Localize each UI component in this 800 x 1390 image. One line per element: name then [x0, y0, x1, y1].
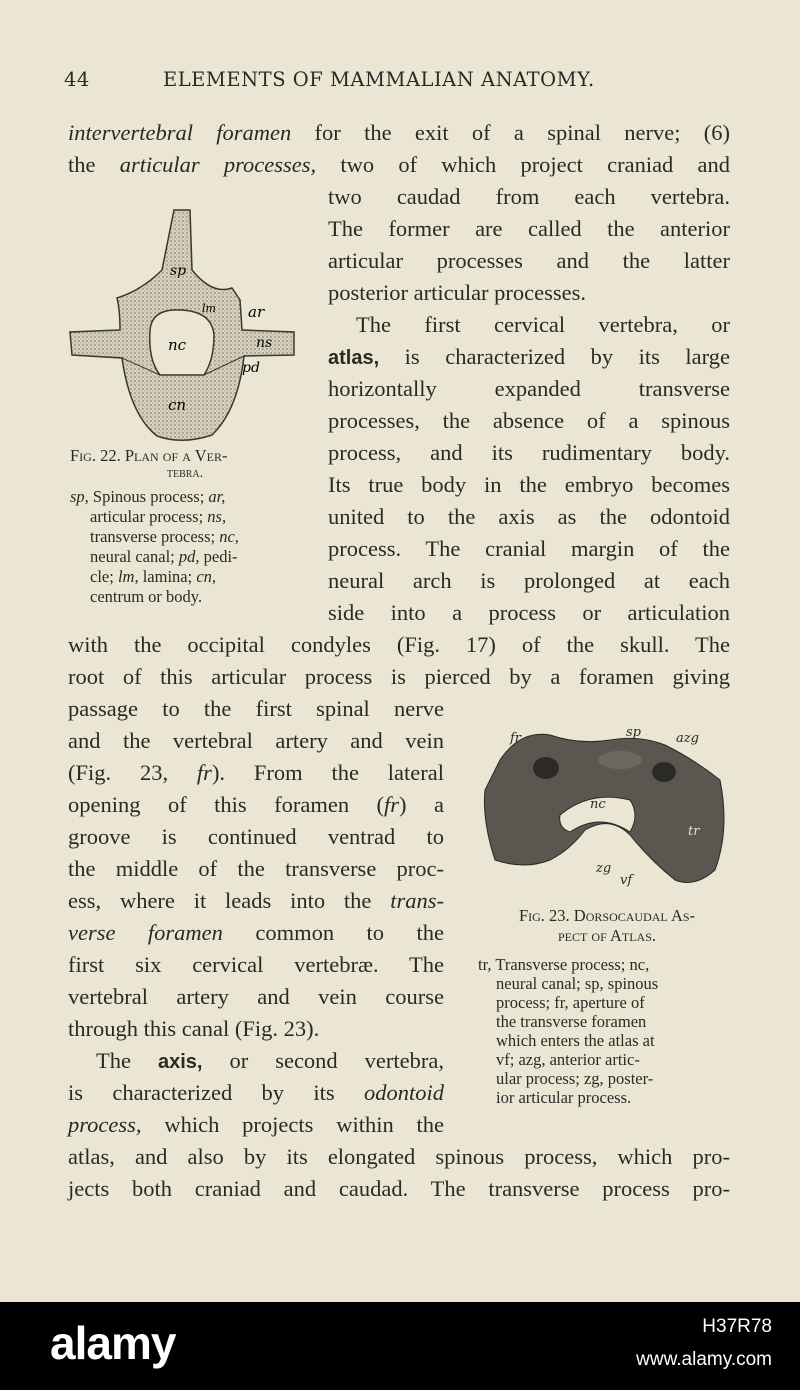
- label-ns: ns: [256, 335, 273, 351]
- figure-22-legend-line: transverse process; nc,: [90, 527, 239, 546]
- text-line: articular processes and the latter: [328, 248, 730, 273]
- label-sp: sp: [170, 263, 187, 279]
- text-line: opening of this foramen (fr) a: [68, 792, 444, 817]
- label-sp: sp: [626, 725, 641, 740]
- text-line: verse foramen common to the: [68, 920, 444, 945]
- figure-23-legend-line: ior articular process.: [496, 1088, 632, 1107]
- text-line: root of this articular process is pierced by a foramen giving: [68, 664, 730, 689]
- text-line: The first cervical vertebra, or: [356, 312, 730, 337]
- figure-23-legend-line: neural canal; sp, spinous: [496, 974, 659, 993]
- text-line: atlas, and also by its elongated spinous process, which pro-: [68, 1144, 730, 1169]
- figure-22-legend-line: articular process; ns,: [90, 507, 227, 526]
- label-nc: nc: [590, 797, 606, 812]
- text-line: The axis, or second vertebra,: [96, 1048, 445, 1073]
- text-line: is characterized by its odontoid: [68, 1080, 444, 1105]
- text-line: groove is continued ventrad to: [68, 824, 444, 849]
- text-line: jects both craniad and caudad. The transverse process pro-: [68, 1176, 730, 1201]
- label-ar: ar: [248, 303, 265, 321]
- text-line: ess, where it leads into the trans-: [68, 888, 444, 913]
- figure-22-caption-cont: tebra.: [166, 466, 204, 481]
- text-line: passage to the first spinal nerve: [68, 696, 444, 721]
- figure-22-caption: Fig. 22. Plan of a Ver-: [70, 446, 228, 465]
- text-line: process. The cranial margin of the: [328, 536, 730, 561]
- figure-23-legend-line: which enters the atlas at: [496, 1031, 655, 1050]
- text-line: neural arch is prolonged at each: [328, 568, 730, 593]
- stock-footer-bar: [0, 1302, 800, 1390]
- figure-22-legend-line: sp, Spinous process; ar,: [70, 487, 226, 506]
- text-line: two caudad from each vertebra.: [328, 184, 730, 209]
- figure-22-legend-line: cle; lm, lamina; cn,: [90, 567, 217, 586]
- text-line: the articular processes, two of which project craniad and: [68, 152, 730, 177]
- text-line: with the occipital condyles (Fig. 17) of the skull. The: [68, 632, 730, 657]
- text-line: and the vertebral artery and vein: [68, 728, 444, 753]
- text-line: posterior articular processes.: [328, 280, 587, 305]
- text-line: side into a process or articulation: [328, 600, 730, 625]
- figure-23-legend-line: process; fr, aperture of: [496, 993, 645, 1012]
- figure-23-caption-cont: pect of Atlas.: [557, 926, 657, 945]
- figure-23-legend-line: the transverse foramen: [496, 1012, 647, 1031]
- text-line: intervertebral foramen for the exit of a spinal nerve; (6): [68, 120, 731, 145]
- figure-23-legend-line: vf; azg, anterior artic-: [496, 1050, 640, 1069]
- label-tr: tr: [688, 824, 700, 839]
- image-id: H37R78: [702, 1316, 772, 1337]
- figure-22-vertebra-diagram: [62, 200, 302, 450]
- text-line: first six cervical vertebræ. The: [68, 952, 444, 977]
- text-line: vertebral artery and vein course: [68, 984, 444, 1009]
- figure-23-legend-line: ular process; zg, poster-: [496, 1069, 654, 1088]
- text-line: processes, the absence of a spinous: [328, 408, 730, 433]
- site-url: www.alamy.com: [636, 1349, 772, 1370]
- alamy-logo: alamy: [50, 1317, 176, 1369]
- label-fr: fr: [510, 731, 522, 746]
- page-number: 44: [64, 68, 90, 91]
- text-line: horizontally expanded transverse: [328, 376, 730, 401]
- text-line: atlas, is characterized by its large: [328, 344, 730, 369]
- label-lm: lm: [202, 302, 216, 315]
- label-pd: pd: [242, 360, 260, 376]
- text-line: through this canal (Fig. 23).: [68, 1016, 320, 1041]
- label-azg: azg: [676, 731, 699, 746]
- figure-22-legend-line: neural canal; pd, pedi-: [90, 547, 238, 566]
- label-zg: zg: [596, 861, 612, 876]
- text-line: process, which projects within the: [68, 1112, 444, 1137]
- label-vf: vf: [620, 873, 633, 888]
- text-line: united to the axis as the odontoid: [328, 504, 730, 529]
- label-cn: cn: [168, 396, 187, 414]
- text-line: The former are called the anterior: [328, 216, 730, 241]
- text-line: Its true body in the embryo becomes: [328, 472, 730, 497]
- running-title: ELEMENTS OF MAMMALIAN ANATOMY.: [163, 68, 595, 91]
- label-nc: nc: [168, 336, 187, 354]
- figure-23-atlas-illustration: [480, 720, 740, 900]
- text-line: (Fig. 23, fr). From the lateral: [68, 760, 444, 785]
- text-line: the middle of the transverse proc-: [68, 856, 444, 881]
- text-line: process, and its rudimentary body.: [328, 440, 730, 465]
- figure-23-caption: Fig. 23. Dorsocaudal As-: [518, 906, 696, 925]
- figure-22-legend-line: centrum or body.: [90, 587, 203, 606]
- figure-23-legend-line: tr, Transverse process; nc,: [478, 955, 650, 974]
